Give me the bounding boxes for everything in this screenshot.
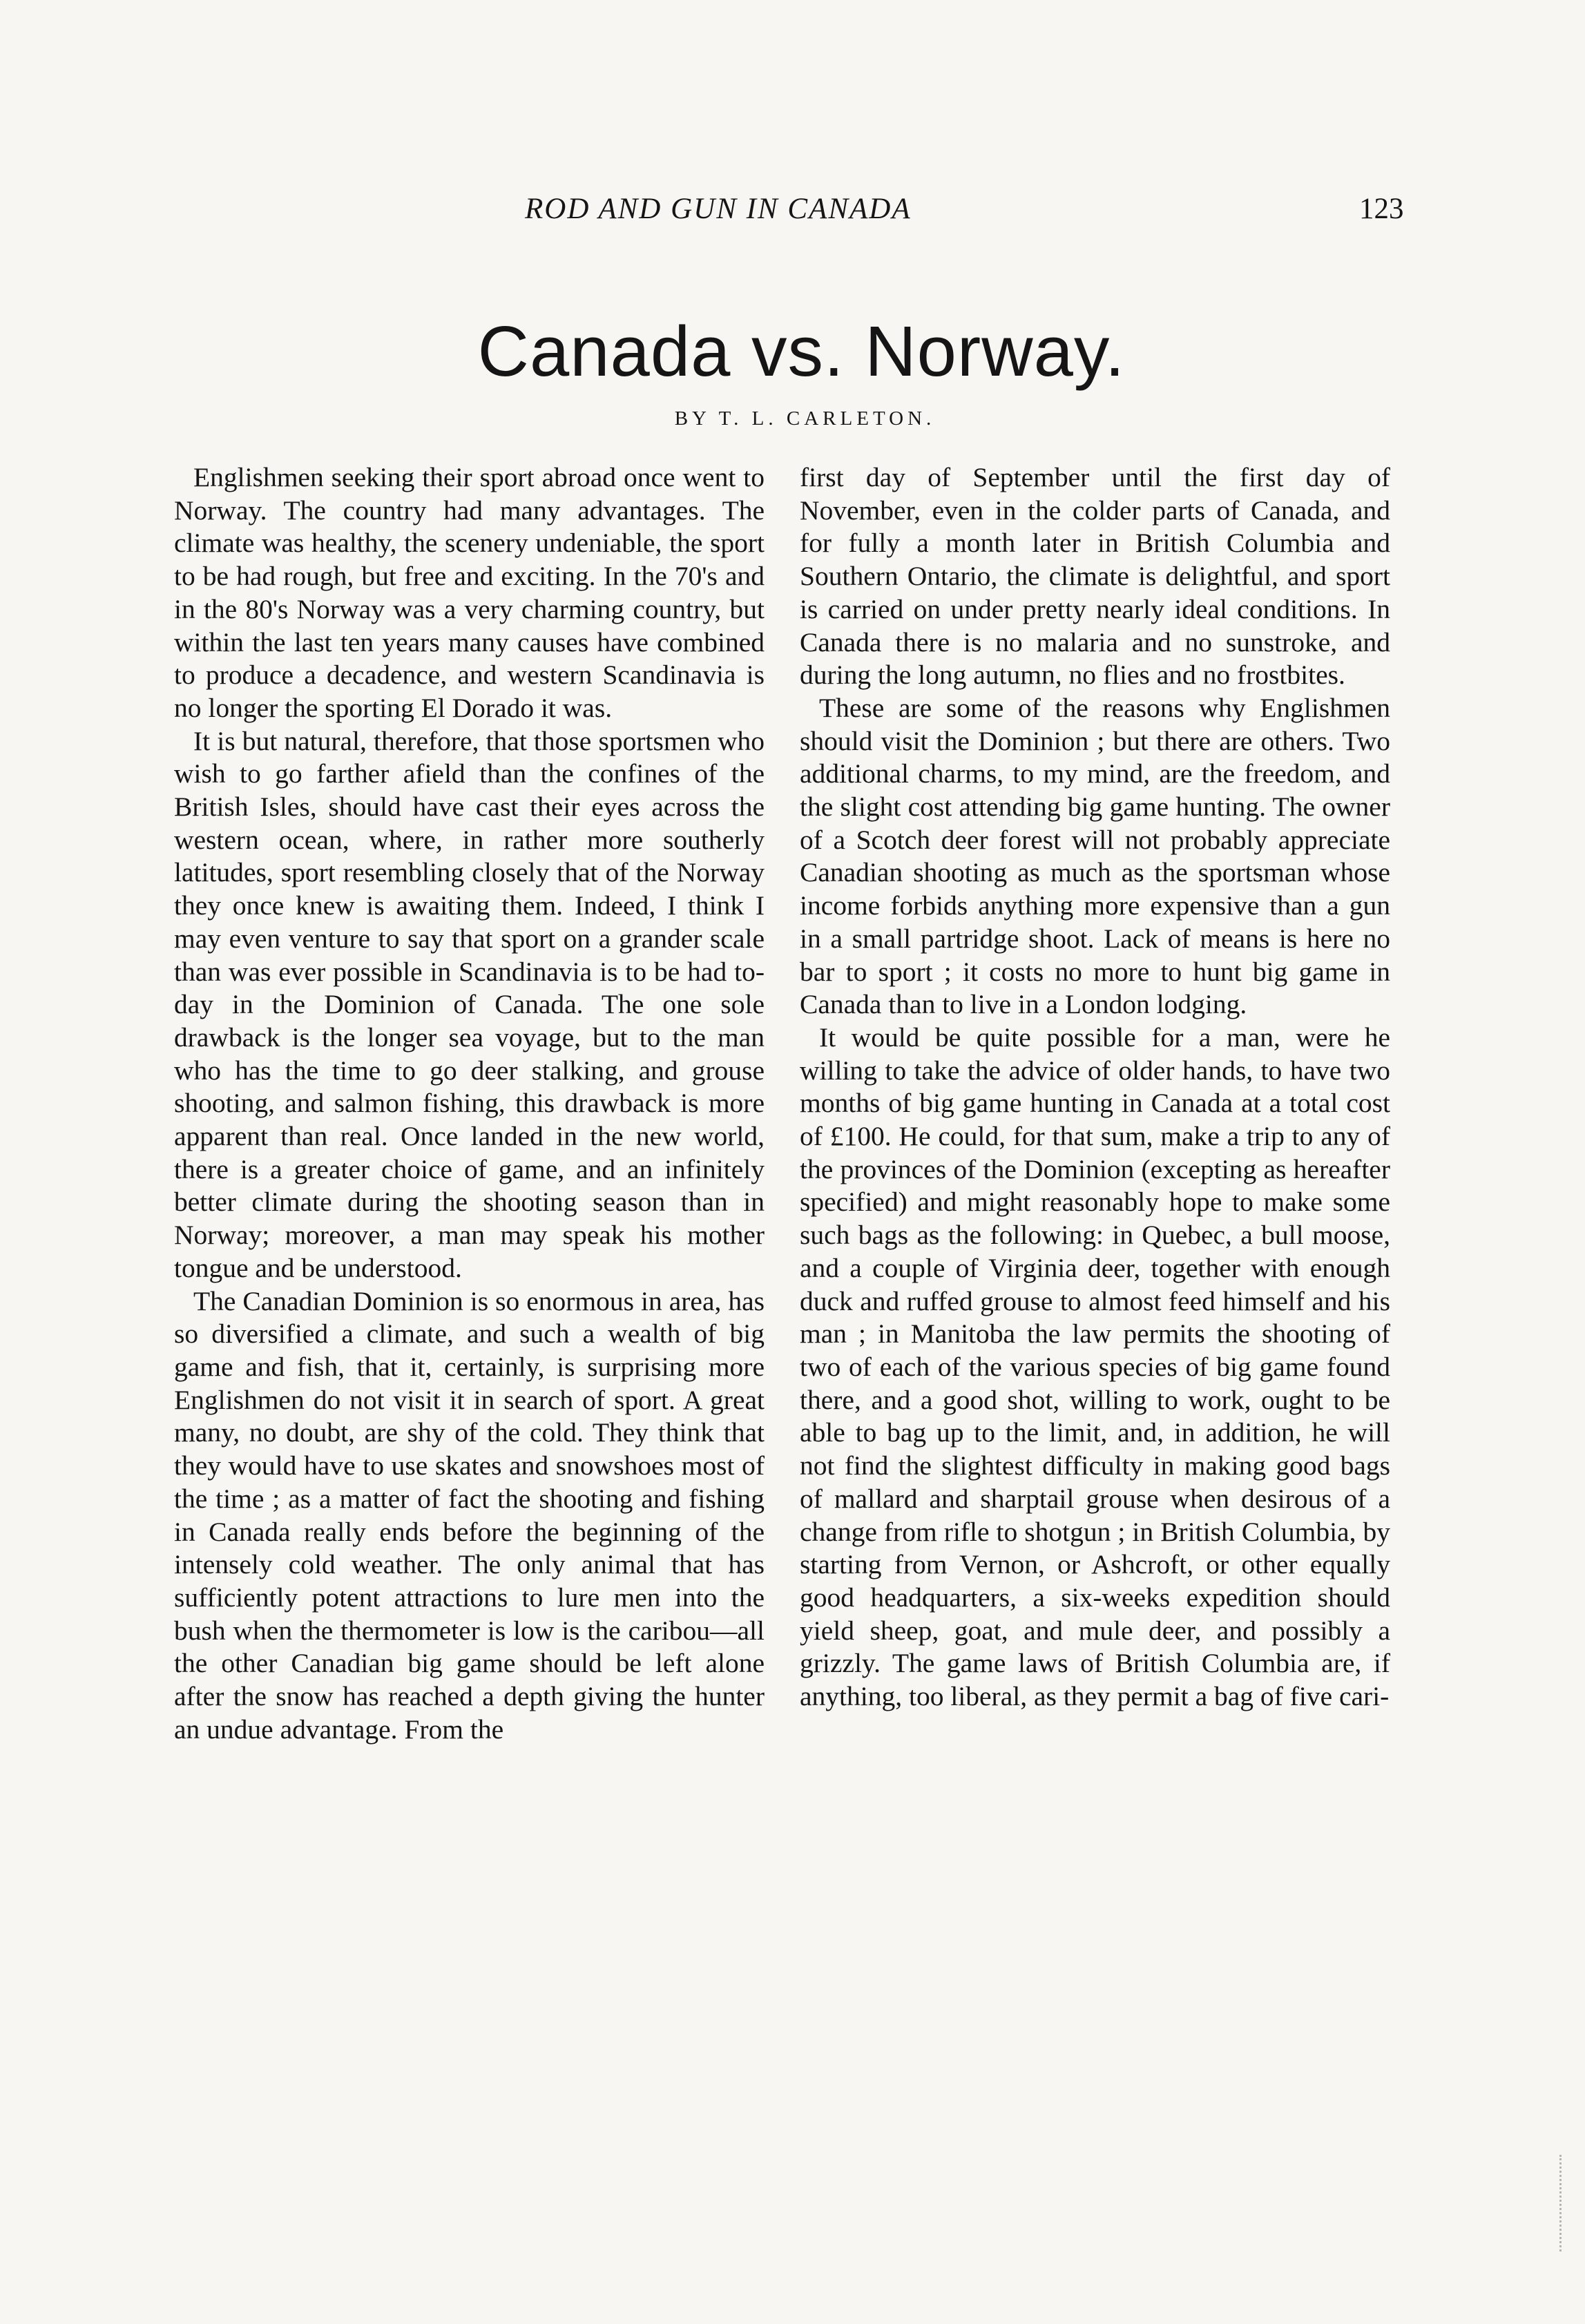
paragraph: It would be quite possible for a man, were he willing to take the advice of older hands, to have two months of big game hunting in Canada at a total cost of £100. He could, for that sum, make a trip to any of the provinces of the Dominion (excepting as hereafter specified) and might reasonably hope to make some such bags as the following: in Quebec, a bull moose, and a couple of Virginia deer, together with enough duck and ruffed grouse to almost feed himself and his man ; in Manitoba the law permits the shooting of two of each of the various species of big game found there, and a good shot, willing to work, ought to be able to bag up to the limit, and, in addition, he will not find the slightest difficulty in making good bags of mallard and sharptail grouse when desirous of a change from rifle to shotgun ; in British Columbia, by starting from Vernon, or Ashcroft, or other equally good headquarters, a six-weeks expedition should yield sheep, goat, and mule deer, and possibly a grizzly. The game laws of British Columbia are, if anything, too liberal, as they permit a bag of five cari- xyxy=(800,1021,1390,1712)
article-title: Canada vs. Norway. xyxy=(477,311,1126,391)
paragraph: Englishmen seeking their sport abroad once went to Norway. The country had many advantages. The climate was healthy, the scenery undeniable, the sport to be had rough, but free and exciting. In the 70's and in the 80's Norway was a very charming country, but within the last ten years many causes have combined to produce a decadence, and western Scandinavia is no longer the sporting El Dorado it was. xyxy=(174,462,765,723)
scan-edge-mark xyxy=(1559,2155,1564,2251)
paragraph: These are some of the reasons why Englishmen should visit the Dominion ; but there are others. Two additional charms, to my mind, are the freedom, and the slight cost attending big game hunting. The owner of a Scotch deer forest will not probably appreciate Canadian shooting as much as the sportsman whose income forbids anything more expensive than a gun in a small partridge shoot. Lack of means is here no bar to sport ; it costs no more to hunt big game in Canada than to live in a London lodging. xyxy=(800,692,1390,1020)
paragraph: It is but natural, therefore, that those sportsmen who wish to go farther afield than the confines of the British Isles, should have cast their eyes across the western ocean, where, in rather more southerly latitudes, sport resembling closely that of the Norway they once knew is awaiting them. Indeed, I think I may even venture to say that sport on a grander scale than was ever possible in Scandinavia is to be had to-day in the Dominion of Canada. The one sole drawback is the longer sea voyage, but to the man who has the time to go deer stalking, and grouse shooting, and salmon fishing, this drawback is more apparent than real. Once landed in the new world, there is a greater choice of game, and an infinitely better climate during the shooting season than in Norway; moreover, a man may speak his mother tongue and be understood. xyxy=(174,725,765,1283)
left-column xyxy=(174,461,765,1746)
paragraph: The Canadian Dominion is so enormous in area, has so diversified a climate, and such a wealth of big game and fish, that it, certainly, is surprising more Englishmen do not visit it in search of sport. A great many, no doubt, are shy of the cold. They think that they would have to use skates and snowshoes most of the time ; as a matter of fact the shooting and fishing in Canada really ends before the beginning of the intensely cold weather. The only animal that has sufficiently potent attractions to lure men into the bush when the thermometer is low is the caribou—all the other Canadian big game should be left alone after the snow has reached a depth giving the hunter an undue advantage. From the xyxy=(174,1285,765,1745)
byline: BY T. L. CARLETON. xyxy=(674,407,936,430)
page-number: 123 xyxy=(1359,193,1404,225)
paragraph: first day of September until the first day of November, even in the colder parts of Canada, and for fully a month later in British Columbia and Southern Ontario, the climate is delightful, and sport is carried on under pretty nearly ideal conditions. In Canada there is no malaria and no sunstroke, and during the long autumn, no flies and no frostbites. xyxy=(800,462,1390,691)
running-head: ROD AND GUN IN CANADA xyxy=(525,193,912,225)
right-column xyxy=(800,461,1390,1713)
